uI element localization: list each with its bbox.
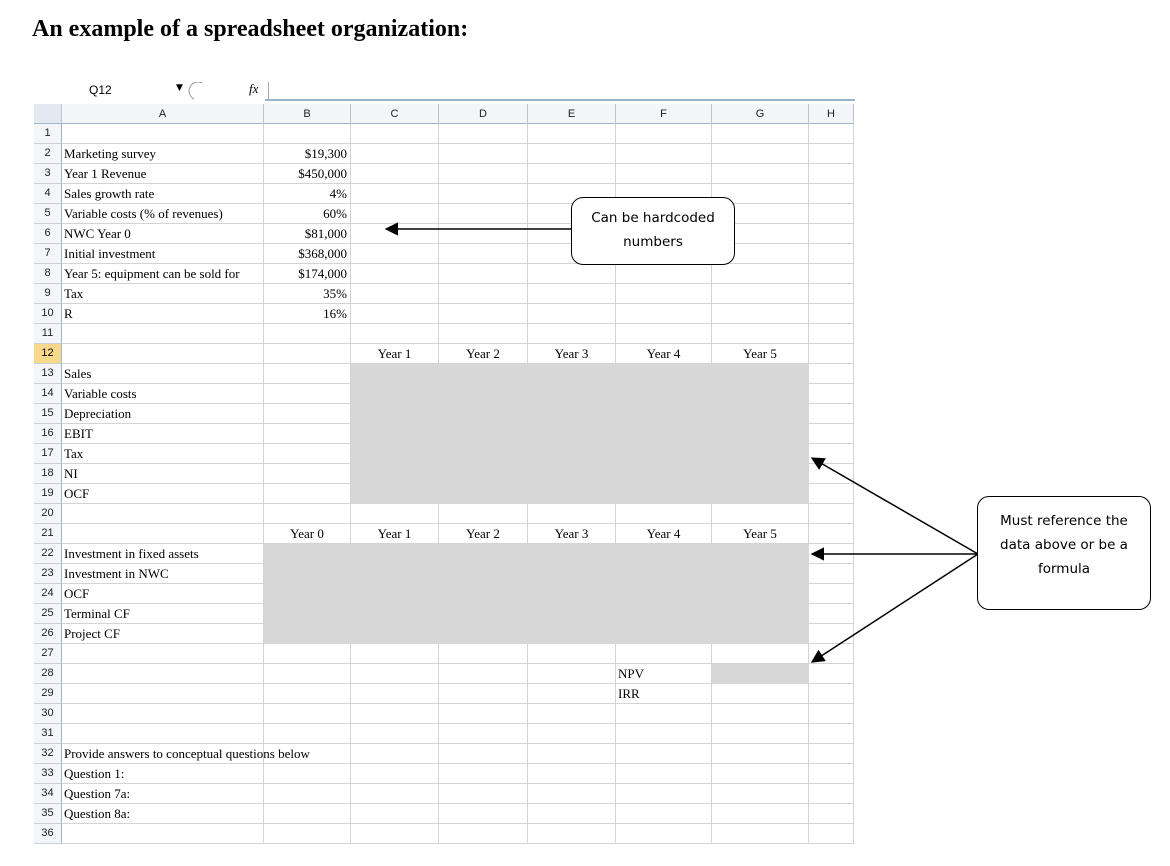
column-header-g[interactable]: G [712,104,809,124]
row-header-31[interactable]: 31 [34,724,62,744]
input-value[interactable]: 4% [264,184,351,204]
column-header-a[interactable]: A [62,104,264,124]
input-label[interactable]: Initial investment [62,244,264,264]
input-value[interactable]: 60% [264,204,351,224]
row-header-22[interactable]: 22 [34,544,62,564]
cashflow-year-header[interactable]: Year 1 [351,524,439,544]
row-header-28[interactable]: 28 [34,664,62,684]
input-value[interactable]: $368,000 [264,244,351,264]
column-header-c[interactable]: C [351,104,439,124]
metric-label-npv[interactable]: NPV [616,664,712,684]
arrow-to-npv [812,554,978,662]
cashflow-year-header[interactable]: Year 5 [712,524,809,544]
row-header-24[interactable]: 24 [34,584,62,604]
input-value[interactable]: $174,000 [264,264,351,284]
row-header-29[interactable]: 29 [34,684,62,704]
row-header-18[interactable]: 18 [34,464,62,484]
cashflow-year-header[interactable]: Year 3 [528,524,616,544]
row-header-12[interactable]: 12 [34,344,62,364]
income-row-label[interactable]: NI [62,464,264,484]
input-label[interactable]: Year 1 Revenue [62,164,264,184]
row-header-4[interactable]: 4 [34,184,62,204]
row-header-23[interactable]: 23 [34,564,62,584]
row-header-14[interactable]: 14 [34,384,62,404]
input-label[interactable]: Marketing survey [62,144,264,164]
income-row-label[interactable]: Variable costs [62,384,264,404]
income-row-label[interactable]: OCF [62,484,264,504]
metric-label-irr[interactable]: IRR [616,684,712,704]
row-header-1[interactable]: 1 [34,124,62,144]
income-year-header[interactable]: Year 1 [351,344,439,364]
row-header-3[interactable]: 3 [34,164,62,184]
question-label[interactable]: Provide answers to conceptual questions below [62,744,264,764]
cashflow-row-label[interactable]: Investment in fixed assets [62,544,264,564]
question-label[interactable]: Question 8a: [62,804,264,824]
cashflow-row-label[interactable]: Project CF [62,624,264,644]
input-value[interactable]: $19,300 [264,144,351,164]
row-header-33[interactable]: 33 [34,764,62,784]
column-header-h[interactable]: H [809,104,854,124]
row-header-26[interactable]: 26 [34,624,62,644]
row-header-15[interactable]: 15 [34,404,62,424]
income-year-header[interactable]: Year 3 [528,344,616,364]
cashflow-row-label[interactable]: Investment in NWC [62,564,264,584]
input-label[interactable]: NWC Year 0 [62,224,264,244]
callout-formula: Must reference the data above or be a formula [977,496,1151,610]
cashflow-year-header[interactable]: Year 2 [439,524,528,544]
page-title: An example of a spreadsheet organization: [32,16,469,42]
row-header-13[interactable]: 13 [34,364,62,384]
column-header-e[interactable]: E [528,104,616,124]
input-value[interactable]: $450,000 [264,164,351,184]
row-header-9[interactable]: 9 [34,284,62,304]
row-header-8[interactable]: 8 [34,264,62,284]
fx-icon[interactable]: fx [249,81,259,96]
input-value[interactable]: $81,000 [264,224,351,244]
income-year-header[interactable]: Year 5 [712,344,809,364]
cashflow-year-header[interactable]: Year 0 [264,524,351,544]
name-box[interactable]: Q12 [89,83,112,97]
input-label[interactable]: R [62,304,264,324]
column-header-b[interactable]: B [264,104,351,124]
input-value[interactable]: 16% [264,304,351,324]
income-row-label[interactable]: EBIT [62,424,264,444]
input-label[interactable]: Variable costs (% of revenues) [62,204,264,224]
chevron-down-icon[interactable]: ▼ [176,83,183,93]
question-label[interactable]: Question 1: [62,764,264,784]
row-header-35[interactable]: 35 [34,804,62,824]
income-year-header[interactable]: Year 4 [616,344,712,364]
cashflow-year-header[interactable]: Year 4 [616,524,712,544]
input-label[interactable]: Sales growth rate [62,184,264,204]
arrow-to-income-table [812,458,978,554]
row-header-19[interactable]: 19 [34,484,62,504]
row-header-27[interactable]: 27 [34,644,62,664]
input-value[interactable]: 35% [264,284,351,304]
cashflow-row-label[interactable]: OCF [62,584,264,604]
cashflow-row-label[interactable]: Terminal CF [62,604,264,624]
row-header-7[interactable]: 7 [34,244,62,264]
row-header-20[interactable]: 20 [34,504,62,524]
row-header-6[interactable]: 6 [34,224,62,244]
row-header-25[interactable]: 25 [34,604,62,624]
row-header-5[interactable]: 5 [34,204,62,224]
input-label[interactable]: Tax [62,284,264,304]
row-header-34[interactable]: 34 [34,784,62,804]
income-row-label[interactable]: Tax [62,444,264,464]
row-header-17[interactable]: 17 [34,444,62,464]
row-header-11[interactable]: 11 [34,324,62,344]
input-label[interactable]: Year 5: equipment can be sold for [62,264,264,284]
question-label[interactable]: Question 7a: [62,784,264,804]
row-header-30[interactable]: 30 [34,704,62,724]
income-row-label[interactable]: Sales [62,364,264,384]
income-year-header[interactable]: Year 2 [439,344,528,364]
row-header-21[interactable]: 21 [34,524,62,544]
row-header-16[interactable]: 16 [34,424,62,444]
column-header-f[interactable]: F [616,104,712,124]
row-header-2[interactable]: 2 [34,144,62,164]
column-header-d[interactable]: D [439,104,528,124]
income-row-label[interactable]: Depreciation [62,404,264,424]
row-header-32[interactable]: 32 [34,744,62,764]
callout-hardcoded: Can be hardcoded numbers [571,197,735,265]
row-header-36[interactable]: 36 [34,824,62,844]
row-header-10[interactable]: 10 [34,304,62,324]
